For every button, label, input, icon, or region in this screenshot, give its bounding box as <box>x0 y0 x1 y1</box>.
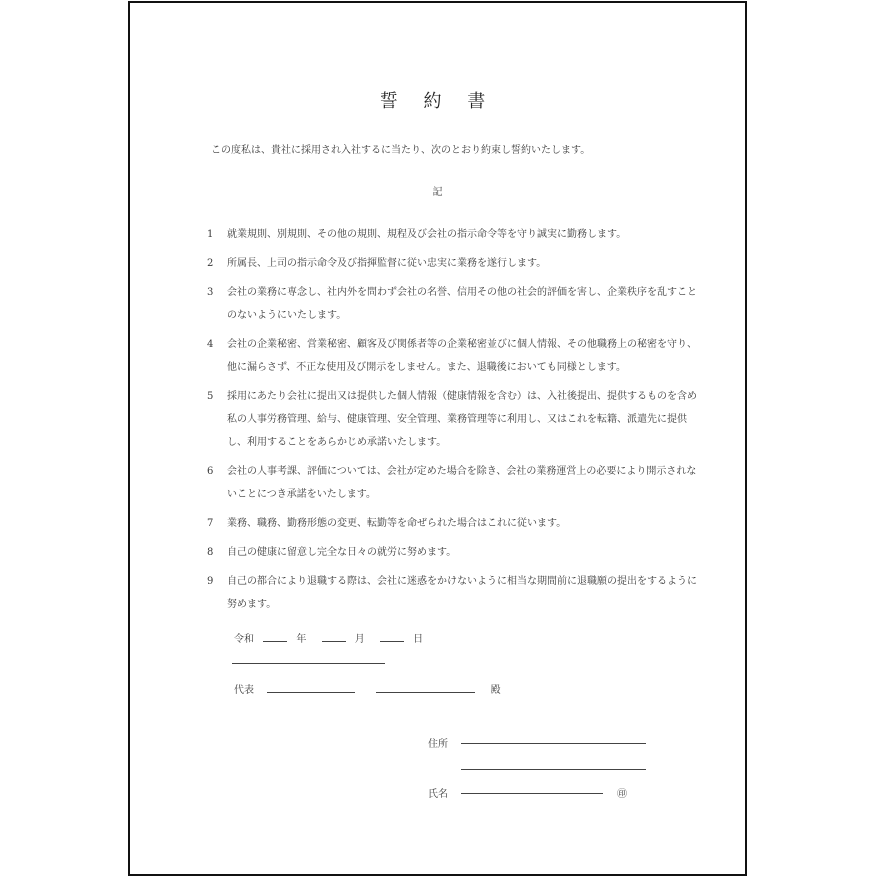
pledge-text: 自己の都合により退職する際は、会社に迷惑をかけないように相当な期間前に退職願の提出をするように努めます。 <box>227 576 697 610</box>
representative-title-field[interactable] <box>267 683 355 693</box>
pledge-item <box>207 512 697 535</box>
pledge-text: 就業規則、別規則、その他の規則、規程及び会社の指示命令等を守り誠実に勤務します。 <box>227 229 627 240</box>
document-title: 誓 約 書 <box>379 91 496 112</box>
pledge-number: 7 <box>207 518 214 529</box>
name-field[interactable] <box>461 793 603 794</box>
company-field[interactable] <box>232 663 385 664</box>
pledge-number: 2 <box>207 258 214 269</box>
date-line <box>234 630 423 645</box>
pledge-number: 6 <box>207 466 214 477</box>
pledge-number: 1 <box>207 229 214 240</box>
pledge-item <box>207 223 697 246</box>
pledge-number: 8 <box>207 547 214 558</box>
year-label: 年 <box>296 634 307 645</box>
pledge-text: 自己の健康に留意し完全な日々の就労に努めます。 <box>227 547 457 558</box>
pledge-item <box>207 281 697 327</box>
seal-mark: ㊞ <box>617 789 627 800</box>
pledge-item <box>207 252 697 275</box>
document-page <box>128 1 747 876</box>
day-label: 日 <box>413 634 424 645</box>
pledge-number: 4 <box>207 339 214 350</box>
address-label: 住所 <box>428 739 448 750</box>
ki-heading: 記 <box>432 187 443 198</box>
representative-label: 代表 <box>234 685 254 696</box>
pledge-number: 9 <box>207 576 214 587</box>
pledge-number: 5 <box>207 391 214 402</box>
pledge-item <box>207 460 697 506</box>
address-field-1[interactable] <box>461 743 646 744</box>
year-field[interactable] <box>263 632 287 642</box>
name-label: 氏名 <box>428 789 448 800</box>
pledge-list <box>207 223 697 622</box>
pledge-item <box>207 570 697 616</box>
intro-text: この度私は、貴社に採用され入社するに当たり、次のとおり約束し誓約いたします。 <box>211 145 591 156</box>
pledge-item <box>207 541 697 564</box>
pledge-item <box>207 385 697 454</box>
month-field[interactable] <box>322 632 346 642</box>
representative-line <box>234 681 501 696</box>
pledge-text: 会社の業務に専念し、社内外を問わず会社の名誉、信用その他の社会的評価を害し、企業秩序を乱すことのないようにいたします。 <box>227 287 697 321</box>
pledge-text: 会社の人事考課、評価については、会社が定めた場合を除き、会社の業務運営上の必要により開示されないことにつき承諾をいたします。 <box>227 466 697 500</box>
month-label: 月 <box>354 634 365 645</box>
pledge-text: 所属長、上司の指示命令及び指揮監督に従い忠実に業務を遂行します。 <box>227 258 547 269</box>
address-field-2[interactable] <box>461 769 646 770</box>
pledge-text: 会社の企業秘密、営業秘密、顧客及び関係者等の企業秘密並びに個人情報、その他職務上の秘密を守り、他に漏らさず、不正な使用及び開示をしません。また、退職後においても同様とします。 <box>227 339 697 373</box>
day-field[interactable] <box>380 632 404 642</box>
pledge-text: 採用にあたり会社に提出又は提供した個人情報（健康情報を含む）は、入社後提出、提供するものを含め私の人事労務管理、給与、健康管理、安全管理、業務管理等に利用し、又はこれを転籍、派遣先に提供し、利用することをあらかじめ承諾いたします。 <box>227 391 697 448</box>
pledge-number: 3 <box>207 287 214 298</box>
honorific-label: 殿 <box>490 685 501 696</box>
pledge-text: 業務、職務、勤務形態の変更、転勤等を命ぜられた場合はこれに従います。 <box>227 518 567 529</box>
era-label: 令和 <box>234 634 254 645</box>
pledge-item <box>207 333 697 379</box>
representative-name-field[interactable] <box>376 683 475 693</box>
